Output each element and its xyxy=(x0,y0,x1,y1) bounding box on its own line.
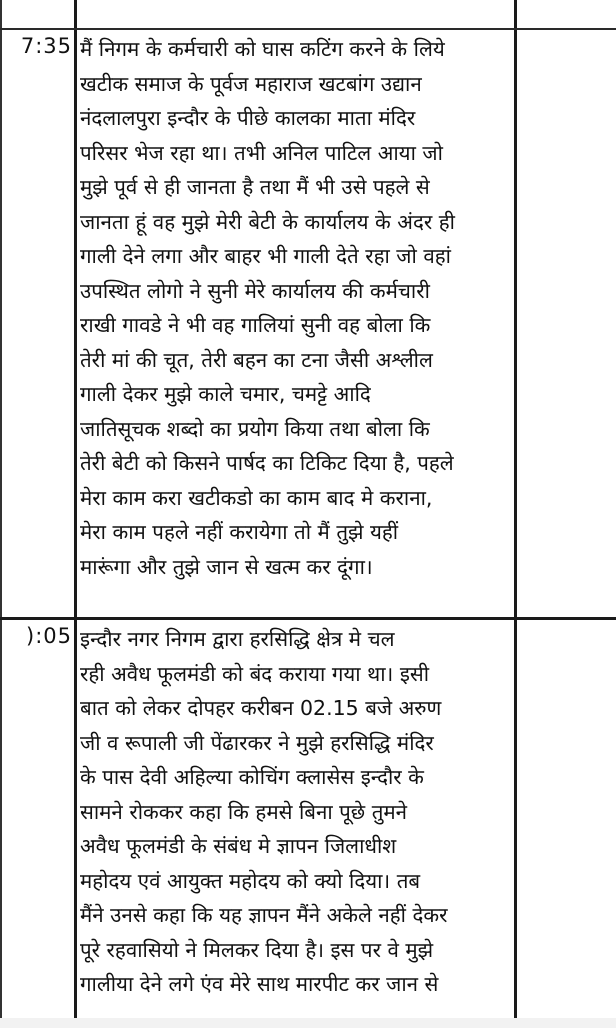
row-2-line: जी व रूपाली जी पेंढारकर ने मुझे हरसिद्धि मंदिर xyxy=(80,730,434,755)
row-1-line: राखी गावडे ने भी वह गालियां सुनी वह बोला कि xyxy=(80,313,431,337)
row-1-line: गाली देने लगा और बाहर भी गाली देते रहा जो वहां xyxy=(80,244,451,268)
row-2-line: इन्दौर नगर निगम द्वारा हरसिद्धि क्षेत्र मे चल xyxy=(80,627,395,651)
row-divider-top xyxy=(0,28,616,30)
row-1-line: मारूंगा और तुझे जान से खत्म कर दूंगा। xyxy=(80,554,373,579)
row-1-line: जानता हूं वह मुझे मेरी बेटी के कार्यालय के अंदर ही xyxy=(80,209,455,234)
row-2-line: महोदय एवं आयुक्त महोदय को क्यो दिया। तब xyxy=(80,868,421,893)
row-1-line: मुझे पूर्व से ही जानता है तथा मैं भी उसे पहले से xyxy=(80,175,430,199)
row-1-line: गाली देकर मुझे काले चमार, चमट्टे आदि xyxy=(80,382,371,406)
text-column-divider xyxy=(514,0,517,1028)
row-2-line: के पास देवी अहिल्या कोचिंग क्लासेस इन्दौर के xyxy=(80,765,424,789)
table-row-2-time: ):05 xyxy=(26,624,72,648)
table-row-1-description xyxy=(80,32,512,584)
row-2-line: रही अवैध फूलमंडी को बंद कराया गया था। इसी xyxy=(80,661,430,686)
row-2-line: अवैध फूलमंडी के संबंध मे ज्ञापन जिलाधीश xyxy=(80,834,397,858)
row-1-line: नंदलालपुरा इन्दौर के पीछे कालका माता मंदिर xyxy=(80,106,416,130)
row-1-line: मेरा काम पहले नहीं करायेगा तो मैं तुझे यहीं xyxy=(80,520,399,544)
row-1-line: परिसर भेज रहा था। तभी अनिल पाटिल आया जो xyxy=(80,140,443,165)
row-1-line: तेरी बेटी को किसने पार्षद का टिकिट दिया है, पहले xyxy=(80,451,454,475)
row-1-line: जातिसूचक शब्दो का प्रयोग किया तथा बोला कि xyxy=(80,416,430,441)
right-empty-column xyxy=(518,0,616,1028)
table-left-border xyxy=(0,0,2,1028)
table-row-2-description xyxy=(80,622,512,1002)
row-2-line: गालीया देने लगे एंव मेरे साथ मारपीट कर जान से xyxy=(80,972,439,996)
row-1-line: मैं निगम के कर्मचारी को घास कटिंग करने के लिये xyxy=(80,37,445,61)
row-2-line: पूरे रहवासियो ने मिलकर दिया है। इस पर वे मुझे xyxy=(80,937,434,962)
row-divider-middle xyxy=(0,617,616,620)
table-row-1-time: 7:35 xyxy=(20,34,72,58)
row-1-line: तेरी मां की चूत, तेरी बहन का टना जैसी अश्लील xyxy=(80,347,433,372)
row-1-line: उपस्थित लोगो ने सुनी मेरे कार्यालय की कर्मचारी xyxy=(80,278,430,303)
row-2-line: मैंने उनसे कहा कि यह ज्ञापन मैंने अकेले नहीं देकर xyxy=(80,903,448,927)
row-1-line: मेरा काम करा खटीकडो का काम बाद मे कराना, xyxy=(80,485,433,510)
row-1-line: खटीक समाज के पूर्वज महाराज खटबांग उद्यान xyxy=(80,71,422,96)
bottom-edge-strip xyxy=(0,1018,616,1028)
row-2-line: बात को लेकर दोपहर करीबन 02.15 बजे अरुण xyxy=(80,696,442,720)
time-column-divider xyxy=(74,0,77,1028)
row-2-line: सामने रोककर कहा कि हमसे बिना पूछे तुमने xyxy=(80,799,408,824)
